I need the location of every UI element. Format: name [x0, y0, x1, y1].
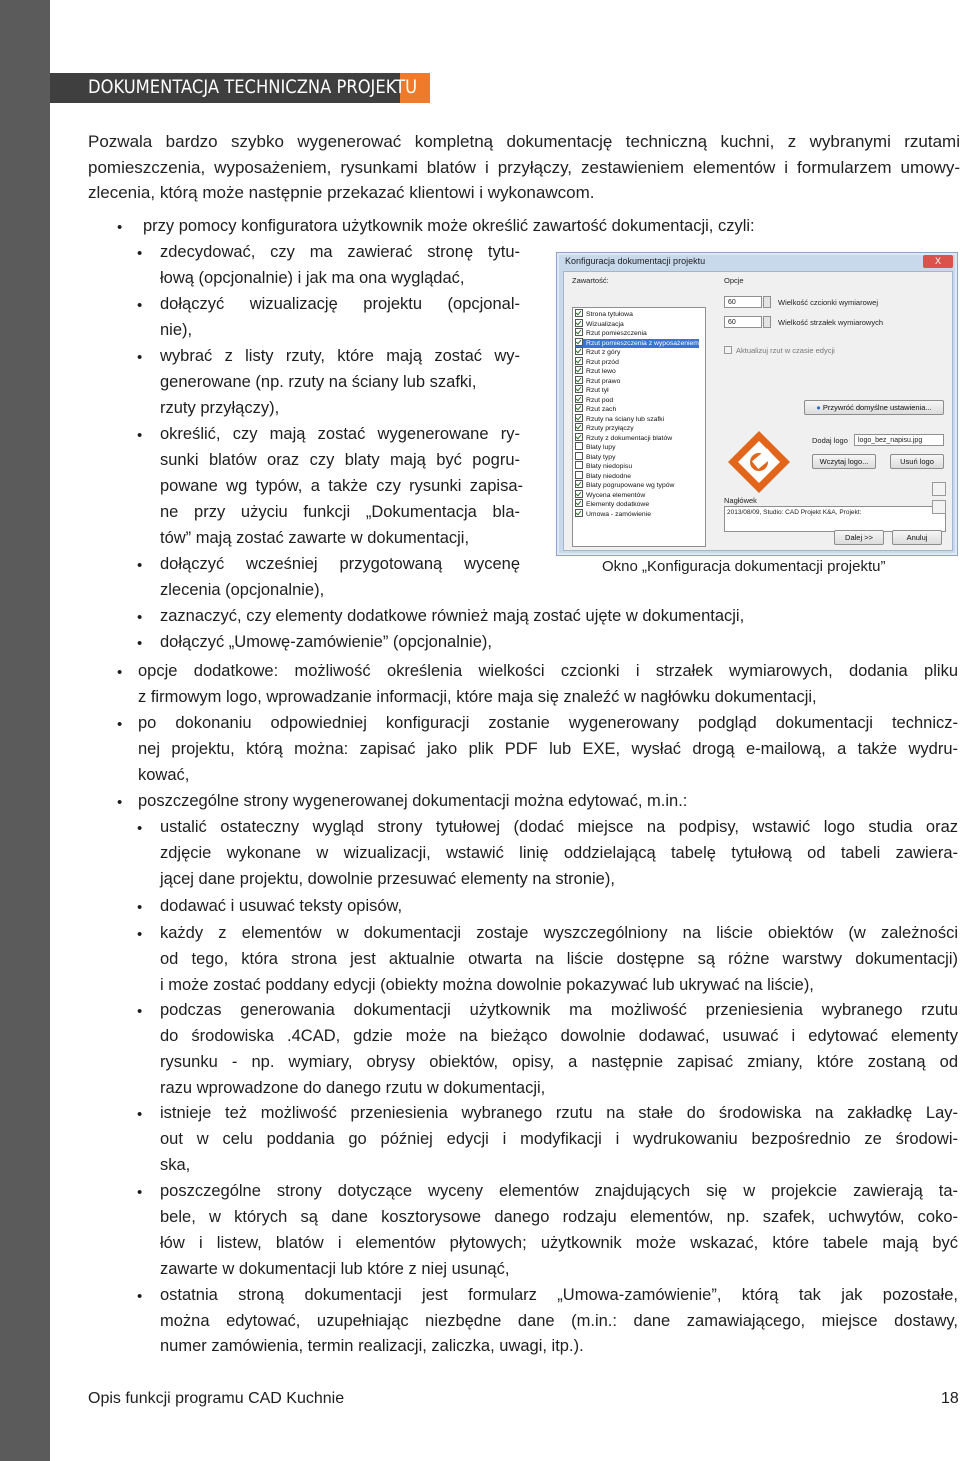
bullet-icon: • — [137, 1106, 143, 1123]
bullet-icon: • — [137, 609, 143, 626]
side-bar — [0, 0, 50, 1461]
auto-update-label: Aktualizuj rzut w czasie edycji — [736, 346, 835, 355]
bullet-icon: • — [137, 297, 143, 314]
dialog-title: Konfiguracja dokumentacji projektu — [565, 256, 706, 266]
list-item[interactable] — [575, 377, 620, 386]
bullet-icon: • — [137, 926, 143, 943]
bullet-icon: • — [137, 557, 143, 574]
restore-icon: ● — [816, 403, 821, 412]
list-item-label: Rzut z góry — [586, 349, 621, 356]
text-line: przy pomocy konfiguratora użytkownik może określić zawartość dokumentacji, czyli: — [143, 217, 755, 235]
bullet-icon: • — [137, 349, 143, 366]
list-item-label: Elementy dodatkowe — [586, 501, 650, 508]
text-line: do środowiska .4CAD, gdzie może na bieżąco dowolnie dodawać, usuwać i edytować elementy — [160, 1027, 958, 1045]
text-line: określić, czy mają zostać wygenerowane ry- — [160, 425, 520, 443]
checkbox-icon[interactable] — [575, 509, 583, 517]
list-item-label: Blaty niedodne — [586, 472, 631, 480]
add-logo-label: Dodaj logo — [812, 436, 848, 445]
list-item-label: Blaty typy — [586, 453, 616, 461]
dialog-body — [563, 271, 953, 551]
text-line: kować, — [138, 766, 190, 784]
text-line: ustalić ostateczny wygląd strony tytułowej (dodać miejsce na podpisy, wstawić logo studia oraz — [160, 818, 958, 836]
list-item[interactable] — [575, 329, 647, 338]
list-item-label: Wycena elementów — [586, 491, 646, 499]
list-item[interactable] — [575, 386, 609, 395]
checkbox-icon[interactable] — [575, 347, 583, 355]
logo-file-field[interactable]: logo_bez_napisu.jpg — [854, 434, 944, 446]
text-line: istnieje też możliwość przeniesienia wybranego rzutu na stałe do środowiska na zakładkę Lay- — [160, 1104, 958, 1122]
font-size-label: Wielkość czcionki wymiarowej — [778, 298, 879, 307]
contents-label: Zawartość: — [572, 276, 609, 285]
bullet-icon: • — [137, 245, 143, 262]
text-line: bele, w których są dane kosztorysowe danego rodzaju elementów, np. szafek, uchwytów, coko- — [160, 1208, 958, 1226]
text-line: zdjęcie wykonane w wizualizacji, wstawić linię oddzielającą tabelę tytułową od tabeli zawiera- — [160, 844, 958, 862]
list-item-label: Rzut tył — [586, 387, 609, 394]
checkbox-icon[interactable] — [575, 404, 583, 412]
text-line: dołączyć wcześniej przygotowaną wycenę — [160, 555, 520, 573]
checkbox-icon[interactable] — [575, 490, 583, 498]
font-size-spinner[interactable] — [763, 296, 771, 308]
list-item-label: Rzut prawo — [586, 377, 621, 385]
text-line: każdy z elementów w dokumentacji zostaje wyszczególniony na liście obiektów (w zależności — [160, 924, 958, 942]
text-line: dodawać i usuwać teksty opisów, — [160, 897, 403, 915]
bullet-icon: • — [137, 1184, 143, 1201]
list-item[interactable] — [575, 472, 631, 481]
text-line: opcje dodatkowe: możliwość określenia wielkości czcionki i strzałek wymiarowych, dodania pliku — [138, 662, 958, 680]
checkbox-icon[interactable] — [575, 338, 583, 346]
text-line: tów” mają zostać zawarte w dokumentacji, — [160, 529, 470, 547]
arrow-size-spinner[interactable] — [763, 316, 771, 328]
text-line: dołączyć wizualizację projektu (opcjonal- — [160, 295, 520, 313]
bullet-icon: • — [137, 635, 143, 652]
text-line: po dokonaniu odpowiedniej konfiguracji zostanie wygenerowany podgląd dokumentacji technicz- — [138, 714, 958, 732]
text-line: jącej dane projektu, dowolnie przesuwać elementy na stronie), — [160, 870, 615, 888]
text-line: od tego, która strona jest aktualnie otwarta na liście dostępne są różne warstwy dokumentacji) — [160, 950, 958, 968]
list-item[interactable] — [575, 453, 615, 462]
list-item[interactable] — [575, 462, 632, 471]
list-item[interactable] — [575, 405, 616, 414]
intro-paragraph: Pozwala bardzo szybko wygenerować kompletną dokumentację techniczną kuchni, z wybranymi rzutami pomieszczenia, wyposażeniem, rysunkami blatów i przyłączy, zestawieniem elementów i formularzem umowy-zlecenia, którą może następnie przekazać klientowi i wykonawcom. — [88, 132, 960, 202]
text-line: poszczególne strony wygenerowanej dokumentacji można edytować, m.in.: — [138, 792, 688, 810]
checkbox-icon[interactable] — [575, 376, 583, 384]
list-item-label: Rzut pod — [586, 396, 614, 404]
text-line: ne przy użyciu funkcji „Dokumentacja bla- — [160, 503, 520, 521]
text-line: zaznaczyć, czy elementy dodatkowe również mają zostać ujęte w dokumentacji, — [160, 607, 745, 625]
close-button[interactable]: X — [923, 255, 953, 268]
text-line: generowane (np. rzuty na ściany lub szafki, — [160, 373, 477, 391]
list-item[interactable] — [575, 310, 633, 319]
list-item-label: Blaty lupy — [586, 444, 616, 451]
checkbox-icon[interactable] — [575, 499, 583, 507]
text-line: ostatnia stroną dokumentacji jest formularz „Umowa-zamówienie”, którą tak jak pozostałe, — [160, 1286, 958, 1304]
checkbox-icon[interactable] — [575, 423, 583, 431]
text-line: zdecydować, czy ma zawierać stronę tytu- — [160, 243, 520, 261]
checkbox-icon[interactable] — [575, 309, 583, 317]
bullet-icon: • — [137, 427, 143, 444]
list-item[interactable] — [575, 367, 616, 376]
confirm-icon[interactable] — [932, 482, 946, 496]
text-line: nej projektu, którą można: zapisać jako plik PDF lub EXE, wysłać drogą e-mailową, a także wydru- — [138, 740, 958, 758]
bullet-icon: • — [137, 1288, 143, 1305]
text-line: powane wg typów, a także czy rysunki zapisa- — [160, 477, 523, 495]
list-item-label: Wizualizacja — [586, 320, 624, 328]
text-line: rysunku - np. wymiary, obrysy obiektów, opisy, a następnie zapisać zmiany, które zostaną od — [160, 1053, 958, 1071]
cancel-button[interactable]: Anuluj — [892, 530, 942, 545]
list-item[interactable] — [575, 434, 672, 443]
list-item[interactable] — [575, 396, 613, 405]
text-line: zawarte w dokumentacji lub które z niej usunąć, — [160, 1260, 510, 1278]
list-item-label: Strona tytułowa — [586, 311, 633, 318]
contents-list[interactable] — [572, 307, 706, 547]
bullet-icon: • — [137, 899, 143, 916]
text-line: rzuty przyłączy), — [160, 399, 280, 417]
list-item-label: Rzuty z dokumentacji blatów — [586, 434, 673, 442]
text-line: ska, — [160, 1156, 191, 1174]
load-logo-button[interactable]: Wczytaj logo... — [812, 454, 876, 469]
checkbox-icon[interactable] — [575, 452, 583, 460]
list-item-label: Rzut przód — [586, 358, 619, 366]
checkbox-icon[interactable] — [575, 480, 583, 488]
list-item-label: Rzut lewo — [586, 368, 616, 375]
checkbox-icon[interactable] — [575, 395, 583, 403]
text-line: dołączyć „Umowę-zamówienie” (opcjonalnie), — [160, 633, 492, 651]
options-label: Opcje — [724, 276, 744, 285]
list-item[interactable] — [575, 358, 619, 367]
text-line: podczas generowania dokumentacji użytkownik ma możliwość przeniesienia wybranego rzutu — [160, 1001, 958, 1019]
checkbox-icon[interactable] — [575, 433, 583, 441]
text-line: razu wprowadzone do danego rzutu w dokumentacji, — [160, 1079, 546, 1097]
bullet-icon: • — [137, 820, 143, 837]
list-item[interactable] — [575, 510, 651, 519]
clear-icon[interactable] — [932, 500, 946, 514]
list-item[interactable] — [575, 415, 664, 424]
list-item-label: Blaty pogrupowane wg typów — [586, 482, 675, 489]
checkbox-icon[interactable] — [575, 328, 583, 336]
bullet-icon: • — [117, 794, 123, 811]
bullet-icon: • — [117, 219, 123, 236]
text-line: i może zostać poddany edycji (obiekty można dowolnie pokazywać lub ukrywać na liście), — [160, 976, 814, 994]
text-line: nie), — [160, 321, 193, 339]
arrow-size-label: Wielkość strzałek wymiarowych — [778, 318, 884, 327]
text-line: sunki blatów oraz czy blaty mają być pogru- — [160, 451, 520, 469]
list-item[interactable] — [575, 491, 645, 500]
list-item-label: Rzuty na ściany lub szafki — [586, 415, 665, 423]
page-number: 18 — [941, 1390, 959, 1407]
text-line: out w celu poddania go później edycji i modyfikacji i wydrukowaniu bezpośrednio ze środowi- — [160, 1130, 958, 1148]
bullet-icon: • — [117, 664, 123, 681]
text-line: można edytować, uzupełniając niezbędne dane (m.in.: dane zamawiającego, miejsce dostawy, — [160, 1312, 958, 1330]
list-item-label: Rzuty przyłączy — [586, 425, 634, 432]
list-item[interactable] — [575, 424, 634, 433]
checkbox-icon[interactable] — [575, 414, 583, 422]
text-line: numer zamówienia, termin realizacji, zaliczka, uwagi, itp.). — [160, 1337, 584, 1355]
checkbox-icon[interactable] — [575, 442, 583, 450]
checkbox-icon[interactable] — [575, 357, 583, 365]
checkbox-icon[interactable] — [575, 385, 583, 393]
font-size-field[interactable]: 60 — [724, 296, 762, 308]
list-item[interactable] — [575, 348, 620, 357]
config-dialog — [556, 252, 958, 556]
list-item-label: Rzut pomieszczenia z wyposażeniem — [586, 339, 699, 347]
auto-update-checkbox[interactable] — [724, 346, 732, 354]
remove-logo-button[interactable]: Usuń logo — [890, 454, 944, 469]
text-line: zlecenia (opcjonalnie), — [160, 581, 325, 599]
logo-preview-icon — [724, 427, 794, 497]
bullet-icon: • — [117, 716, 123, 733]
list-item[interactable] — [575, 443, 615, 452]
checkbox-icon[interactable] — [575, 319, 583, 327]
checkbox-icon[interactable] — [575, 366, 583, 374]
checkbox-icon[interactable] — [575, 461, 583, 469]
page-title: DOKUMENTACJA TECHNICZNA PROJEKTU — [88, 76, 418, 98]
list-item-label: Blaty niedopisu — [586, 463, 633, 470]
header-text-field[interactable]: 2013/08/09, Studio: CAD Projekt K&A, Projekt: — [724, 506, 946, 532]
figure-caption: Okno „Konfiguracja dokumentacji projektu” — [602, 558, 886, 575]
list-item-label: Umowa - zamówienie — [586, 510, 651, 518]
list-item[interactable] — [575, 339, 699, 348]
checkbox-icon[interactable] — [575, 471, 583, 479]
next-button[interactable]: Dalej >> — [834, 530, 884, 545]
text-line: z firmowym logo, wprowadzanie informacji, które maja się znaleźć w nagłówku dokumentacji, — [138, 688, 817, 706]
text-line: wybrać z listy rzuty, które mają zostać wy- — [160, 347, 520, 365]
list-item[interactable] — [575, 500, 649, 509]
list-item[interactable] — [575, 320, 624, 329]
list-item[interactable] — [575, 481, 674, 490]
arrow-size-field[interactable]: 60 — [724, 316, 762, 328]
text-line: łową (opcjonalnie) i jak ma ona wyglądać, — [160, 269, 465, 287]
list-item-label: Rzut pomieszczenia — [586, 330, 647, 337]
header-label: Nagłówek — [724, 496, 757, 505]
bullet-icon: • — [137, 1003, 143, 1020]
list-item-label: Rzut zach — [586, 406, 617, 413]
footer-title: Opis funkcji programu CAD Kuchnie — [88, 1390, 345, 1407]
restore-defaults-button[interactable]: ● Przywróć domyślne ustawienia... — [804, 400, 944, 415]
text-line: poszczególne strony dotyczące wyceny elementów znajdujących się w projekcie zawierają ta- — [160, 1182, 958, 1200]
text-line: łów i listew, blatów i elementów płytowych; użytkownik może wskazać, które tabele mają być — [160, 1234, 958, 1252]
